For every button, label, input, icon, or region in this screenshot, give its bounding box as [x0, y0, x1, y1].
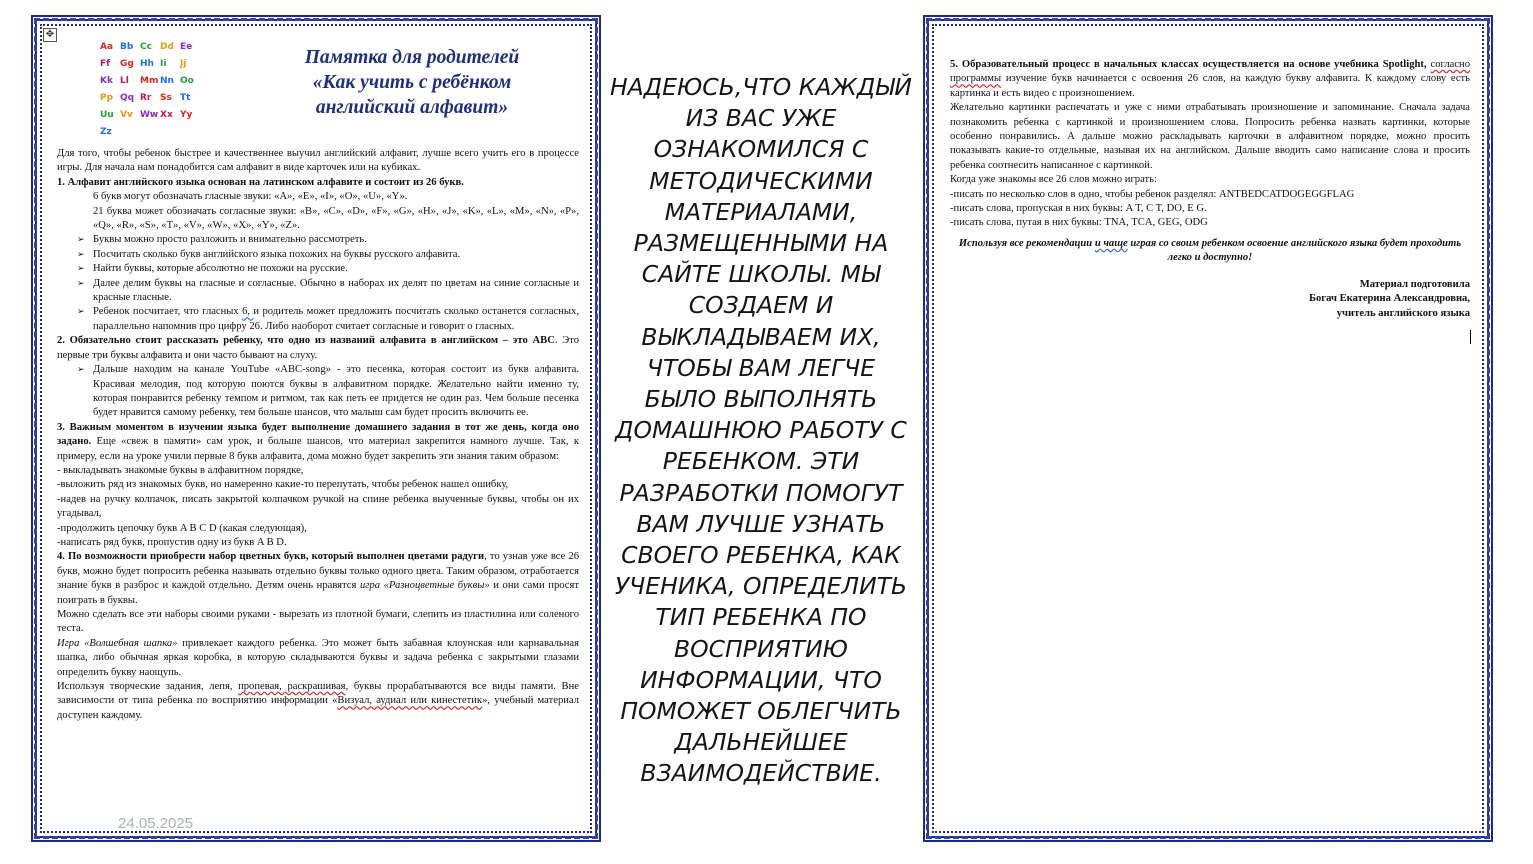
dash-item: -выложить ряд из знакомых букв, но намеренно какие-то перепутать, чтобы ребенок нашел ошибку,: [57, 479, 509, 491]
section-5: 5. Образовательный процесс в начальных классах осуществляется на основе учебника Spotlight, согласно программы изучение букв начинается с освоения 26 слов, на каждую букву алфавита. К каждому слову есть картинка и есть видео с произношением.: [950, 59, 1470, 99]
handmade-paragraph: Можно сделать все эти наборы своими руками - вырезать из плотной бумаги, слепить из пластилина или соленого теста.: [57, 609, 579, 635]
alphabet-letter: Ww: [140, 110, 159, 120]
bullet-item: ➢ Дальше находим на канале YouTube «ABC-song» - это песенка, которая состоит из букв алфавита. Красивая мелодия, под которую поются буквы в алфавитном порядке. Желательно найти именно ту, которая понравится ребенку темпом и ритмом, так как петь ее придется не один раз. Чем больше песенка будет нравится самому ребенку, тем больше шансов, что малыш сам будет просить включить ее.: [57, 363, 579, 421]
bullet-item: ➢ Буквы можно просто разложить и внимательно рассмотреть.: [57, 233, 579, 247]
document-body-left: [57, 147, 579, 723]
alphabet-letter: Aa: [100, 42, 114, 52]
play-intro: Когда уже знакомы все 26 слов можно играть:: [950, 174, 1157, 186]
alphabet-letter: Ee: [180, 42, 193, 52]
alphabet-letter: Bb: [120, 42, 134, 52]
alphabet-letter: Qq: [120, 93, 135, 103]
alphabet-letter: Tt: [180, 93, 191, 103]
section-3: 3. Важным моментом в изучении языка будет выполнение домашнего задания в тот же день, когда оно задано. Еще «свеж в памяти» сам урок, и больше шансов, что материал закрепится намного лучше. Так, к примеру, если на уроке учили первые 8 букв алфавита, дома можно будет закрепить эти знания таким образом:: [57, 421, 579, 462]
alphabet-letter: Cc: [140, 42, 152, 52]
game-item: -писать слова, путая в них буквы: TNA, TCA, GEG, ODG: [950, 217, 1208, 229]
alphabet-letter: Ss: [160, 93, 172, 103]
memo-title-line-1: Памятка для родителей: [304, 47, 520, 68]
alphabet-letter: Dd: [160, 42, 174, 52]
dash-item: -надев на ручку колпачок, писать закрытой колпачком ручкой на спине ребенка выученные буквы, чтобы он их угадывал,: [57, 493, 579, 520]
memo-title-line-2: «Как учить с ребёнком: [312, 72, 512, 93]
alphabet-picture: [100, 42, 200, 146]
game-item: -писать слова, пропуская в них буквы: A T, C T, DO, E G.: [950, 203, 1207, 215]
alphabet-letter: Ii: [160, 59, 167, 69]
alphabet-letter: Ff: [100, 59, 111, 69]
signature-line-3: учитель английского языка: [1336, 307, 1470, 319]
alphabet-letter: Vv: [120, 110, 133, 120]
signature-line-2: Богач Екатерина Александровна,: [1308, 293, 1470, 305]
bullet-item: ➢ Ребенок посчитает, что гласных 6, и родитель может предложить посчитать сколько останется согласных, параллельно напомнив про цифру 26. Либо наоборот считает согласные и говорит о гласных.: [57, 305, 579, 334]
slide-date: 24.05.2025: [118, 815, 194, 832]
alphabet-letter: Gg: [120, 59, 134, 69]
signature-line-1: Материал подготовила: [1359, 278, 1470, 290]
alphabet-letter: Kk: [100, 76, 113, 86]
final-paragraph: Используя творческие задания, лепя, пропевая, раскрашивая, буквы прорабатываются все виды памяти. Вне зависимости от типа ребенка по восприятию информации «Визуал, аудиал или кинестетик», учебный материал доступен каждому.: [57, 681, 579, 721]
dash-item: - выкладывать знакомые буквы в алфавитном порядке,: [57, 464, 304, 476]
text-cursor: [1470, 330, 1471, 344]
pictures-paragraph: Желательно картинки распечатать и уже с ними отрабатывать произношение и запоминание. Сначала задача познакомить ребенка с картинкой и произношением слова. Попросить ребенка назвать картинки, которые особенно понравились. А дальше можно раскладывать карточки в алфавитном порядке, можно просить показывать какие-то отдельные, называя их на английском. Дальше вводить само написание слова и просить ребенка соотнесить написанное с картинкой.: [950, 102, 1470, 171]
alphabet-letter: Xx: [160, 110, 173, 120]
game-item: -писать по несколько слов в одно, чтобы ребенок разделял: ANTBEDCATDOGEGGFLAG: [950, 188, 1355, 200]
dash-item: -написать ряд букв, пропустив одну из букв A B D.: [57, 536, 287, 548]
consonants-line: 21 буква может обозначать согласные звуки: «B», «C», «D», «F», «G», «H», «J», «K», «L», «M», «N», «P», «Q», «R», «S», «T», «V», «W», «X», «Y», «Z».: [93, 205, 579, 232]
alphabet-letter: Oo: [180, 76, 194, 86]
document-body-right: [950, 58, 1470, 321]
vowels-line: 6 букв могут обозначать гласные звуки: «A», «E», «I», «O», «U», «Y».: [93, 191, 408, 203]
intro-paragraph: Для того, чтобы ребенок быстрее и качественнее выучил английский алфавит, лучше всего учить его в процессе игры. Для начала нам понадобится сам алфавит в виде карточек или на кубиках.: [57, 148, 579, 174]
bullet-item: ➢ Далее делим буквы на гласные и согласные. Обычно в наборах их делят по цветам на синие согласные и красные гласные.: [57, 277, 579, 306]
section-4: 4. По возможности приобрести набор цветных букв, который выполнен цветами радуги, то узнав уже все 26 букв, можно будет попросить ребенка называть отдельно буквы только одного цвета. Таким образом, отработается знание букв в разброс и каждой отдельно. Детям очень нравятся игра «Разноцветные буквы» и они сами просят поиграть в буквы.: [57, 551, 580, 606]
bullet-item: ➢ Посчитать сколько букв английского языка похожих на буквы русского алфавита.: [57, 248, 579, 262]
alphabet-letter: Mm: [140, 76, 159, 86]
table-move-handle-icon[interactable]: ✥: [43, 28, 57, 42]
alphabet-letter: Jj: [180, 59, 187, 69]
closing-paragraph: Используя все рекомендации и чаще играя со своим ребенком освоение английского языка будет проходить легко и доступно!: [958, 237, 1462, 264]
center-message: НАДЕЮСЬ,ЧТО КАЖДЫЙ ИЗ ВАС УЖЕ ОЗНАКОМИЛСЯ С МЕТОДИЧЕСКИМИ МАТЕРИАЛАМИ, РАЗМЕЩЕННЫМИ НА САЙТЕ ШКОЛЫ. МЫ СОЗДАЕМ И ВЫКЛАДЫВАЕМ ИХ, ЧТОБЫ ВАМ ЛЕГЧЕ БЫЛО ВЫПОЛНЯТЬ ДОМАШНЮЮ РАБОТУ С РЕБЕНКОМ. ЭТИ РАЗРАБОТКИ ПОМОГУТ ВАМ ЛУЧШЕ УЗНАТЬ СВОЕГО РЕБЕНКА, КАК УЧЕНИКА, ОПРЕДЕЛИТЬ ТИП РЕБЕНКА ПО ВОСПРИЯТИЮ ИНФОРМАЦИИ, ЧТО ПОМОЖЕТ ОБЛЕГЧИТЬ ДАЛЬНЕЙШЕЕ ВЗАИМОДЕЙСТВИЕ.: [609, 73, 912, 788]
magic-hat-paragraph: Игра «Волшебная шапка» привлекает каждого ребенка. Это может быть забавная клоунская или карнавальная шапка, либо обычная яркая коробка, в которую складываются буквы и задача ребенка с закрытыми глазами определить букву наощупь.: [57, 637, 579, 678]
section-1-title: 1. Алфавит английского языка основан на латинском алфавите и состоит из 26 букв.: [57, 176, 464, 188]
alphabet-letter: Nn: [160, 76, 174, 86]
signature-block: [950, 278, 1470, 321]
alphabet-letter: Pp: [100, 93, 114, 103]
section-2: 2. Обязательно стоит рассказать ребенку, что одно из названий алфавита в английском – это ABC. Это первые три буквы алфавита и они часто бывают на слуху.: [57, 335, 579, 361]
memo-title: [272, 45, 552, 120]
alphabet-letter: Zz: [100, 127, 112, 137]
alphabet-letter: Uu: [100, 110, 114, 120]
dash-item: -продолжить цепочку букв A B C D (какая следующая),: [57, 522, 307, 534]
alphabet-letter: Hh: [140, 59, 154, 69]
bullet-item: ➢ Найти буквы, которые абсолютно не похожи на русские.: [57, 262, 579, 276]
alphabet-letter: Rr: [140, 93, 152, 103]
alphabet-letter: Yy: [180, 110, 193, 120]
alphabet-letter: Ll: [120, 76, 129, 86]
memo-title-line-3: английский алфавит»: [315, 97, 509, 118]
